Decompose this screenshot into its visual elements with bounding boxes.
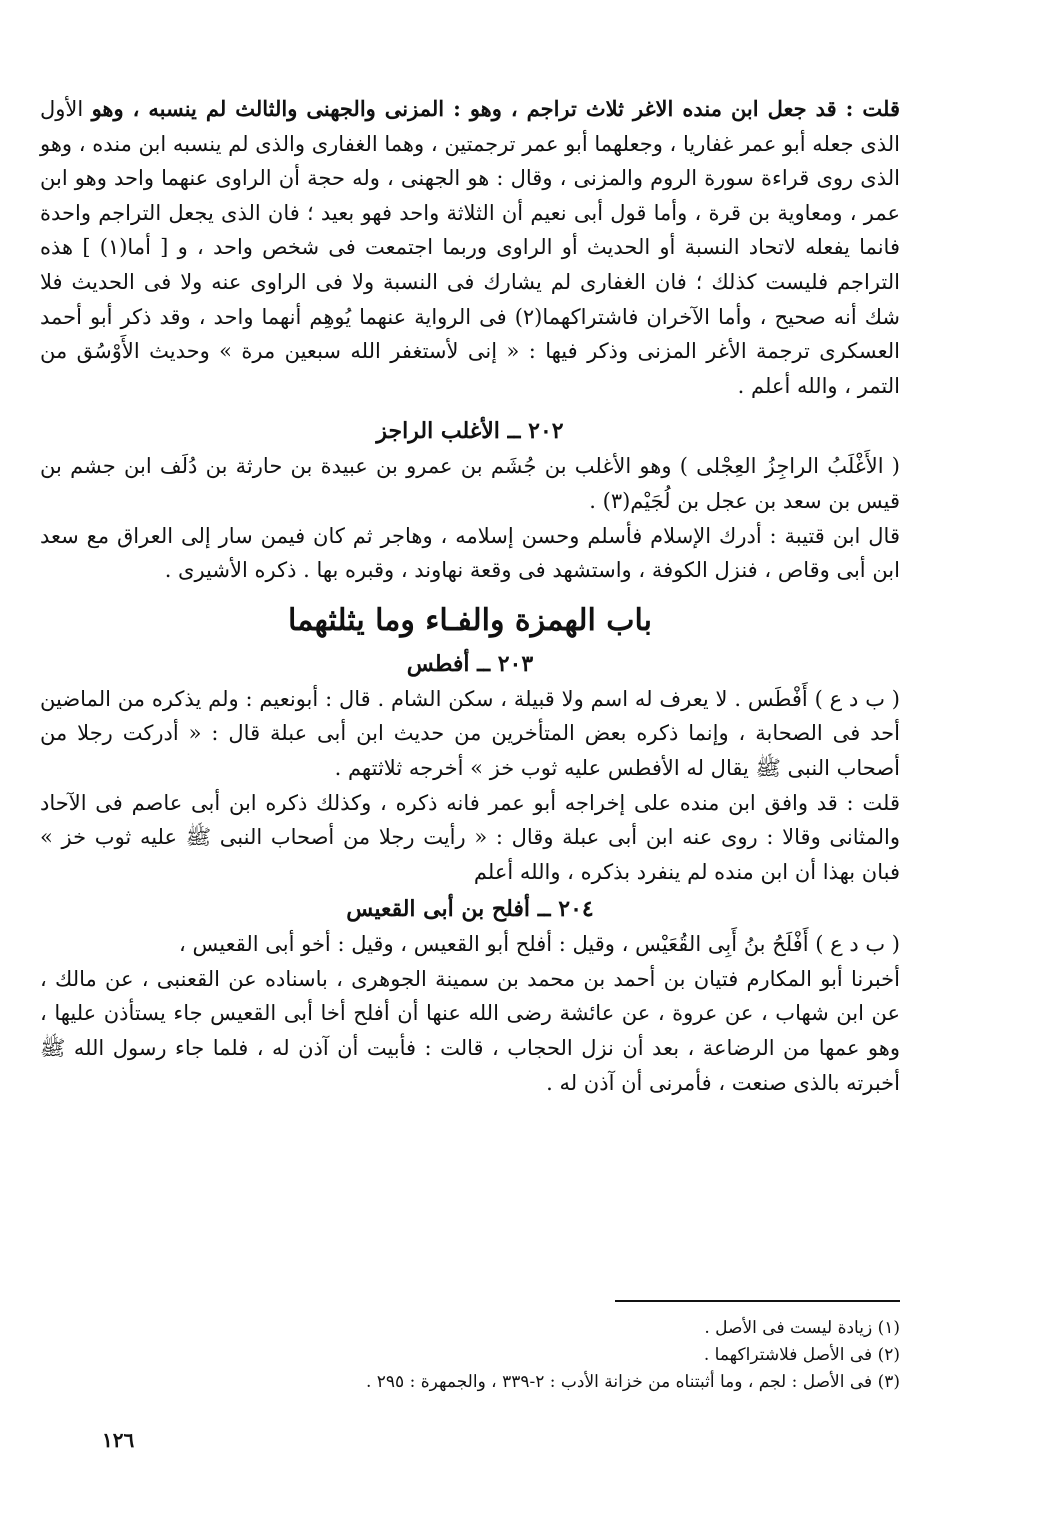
entry-heading-202: ٢٠٢ ــ الأغلب الراجز xyxy=(376,418,564,445)
footnote-1: (١) زيادة ليست فى الأصل . xyxy=(704,1318,900,1338)
document-page xyxy=(40,92,900,1512)
commentary-text: الأول الذى جعله أبو عمر غفاريا ، وجعلهما أبو عمر ترجمتين ، وهما الغفارى والذى لم ينسبه ابن منده ، وهو الذى روى قراءة سورة الروم والمزنى ، وقال : هو الجهنى ، وله حجة أن الراوى عنهما واحد وهو ابن عمر ، ومعاوية بن قرة ، وأما قول أبى نعيم أن الثلاثة واحد فهو بعيد ؛ فان الذى يجعل التراجم واحدة فانما يفعله لاتحاد النسبة أو الحديث أو الراوى وربما اجتمعت فى شخص واحد ، و [ أما(١) ] هذه التراجم فليست كذلك ؛ فان الغفارى لم يشارك فى النسبة ولا فى الراوى عنه ولا فى الحديث فلا شك أنه صحيح ، وأما الآخران فاشتراكهما(٢) فى الرواية عنهما يُوهِم أنهما واحد ، وقد ذكر أبو أحمد العسكرى ترجمة الأغر المزنى وذكر فيها : « إنى لأستغفر الله سبعين مرة » وحديث الأَوْسُق من التمر ، والله أعلم . xyxy=(40,97,900,398)
footnote-2: (٢) فى الأصل فلاشتراكهما . xyxy=(703,1345,900,1365)
entry-204-paragraph-2: أخبرنا أبو المكارم فتيان بن أحمد بن محمد بن سمينة الجوهرى ، باسناده عن القعنبى ، عن مالك ، عن ابن شهاب ، عن عروة ، عن عائشة رضى الله عنها أن أفلح أخا أبى القعيس جاء يستأذن عليها ، وهو عمها من الرضاعة ، بعد أن نزل الحجاب ، قالت : فأبيت أن آذن له ، فلما جاء رسول الله ﷺ أخبرته بالذى صنعت ، فأمرنى أن آذن له . xyxy=(40,966,900,1095)
entry-202-paragraph-2: قال ابن قتيبة : أدرك الإسلام فأسلم وحسن إسلامه ، وهاجر ثم كان فيمن سار إلى العراق مع سعد ابن أبى وقاص ، فنزل الكوفة ، واستشهد فى وقعة نهاوند ، وقبره بها . ذكره الأشيرى . xyxy=(40,523,900,583)
entry-heading-203: ٢٠٣ ــ أفطس xyxy=(406,650,534,677)
commentary-lead: قلت : قد جعل ابن منده الاغر ثلاث تراجم ، وهو : المزنى والجهنى والثالث لم ينسبه ، وهو xyxy=(91,96,900,121)
entry-202-paragraph-1: ( الأَغْلَبُ الراجِزُ العِجْلى ) وهو الأغلب بن جُشَم بن عمرو بن عبيدة بن حارثة بن دُلَف ابن جشم بن قيس بن سعد بن عجل بن لُجَيْم(٣) . xyxy=(40,454,900,513)
footnotes xyxy=(40,1315,900,1396)
entry-203-paragraph-1: ( ب د ع ) أَفْطَس . لا يعرف له اسم ولا قبيلة ، سكن الشام . قال : أبونعيم : ولم يذكره من الماضين أحد فى الصحابة ، وإنما ذكره بعض المتأخرين من حديث ابن أبى عبلة قال : « أدركت رجلا من أصحاب النبى ﷺ يقال له الأفطس عليه ثوب خز » أخرجه ثلاثتهم . xyxy=(40,686,900,780)
footnote-3: (٣) فى الأصل : لجم ، وما أثبتناه من خزانة الأدب : ٢-٣٣٩ ، والجمهرة : ٢٩٥ . xyxy=(365,1372,900,1392)
chapter-heading: باب الهمزة والفـاء وما يثلثهما xyxy=(288,602,652,638)
footnote-divider xyxy=(615,1300,900,1302)
entry-heading-204: ٢٠٤ ــ أفلح بن أبى القعيس xyxy=(346,896,594,923)
paragraph-commentary xyxy=(40,92,900,403)
entry-204-paragraph-1: ( ب د ع ) أَفْلَحُ بنُ أَبِى القُعَيْس ، وقيل : أفلح أبو القعيس ، وقيل : أخو أبى القعيس ، xyxy=(179,932,900,957)
entry-203-paragraph-2: قلت : قد وافق ابن منده على إخراجه أبو عمر فانه ذكره ، وكذلك ذكره ابن أبى عاصم فى الآحاد والمثانى وقالا : روى عنه ابن أبى عبلة وقال : « رأيت رجلا من أصحاب النبى ﷺ عليه ثوب خز » فبان بهذا أن ابن منده لم ينفرد بذكره ، والله أعلم xyxy=(40,790,900,884)
page-number: ١٢٦ xyxy=(102,1428,135,1452)
